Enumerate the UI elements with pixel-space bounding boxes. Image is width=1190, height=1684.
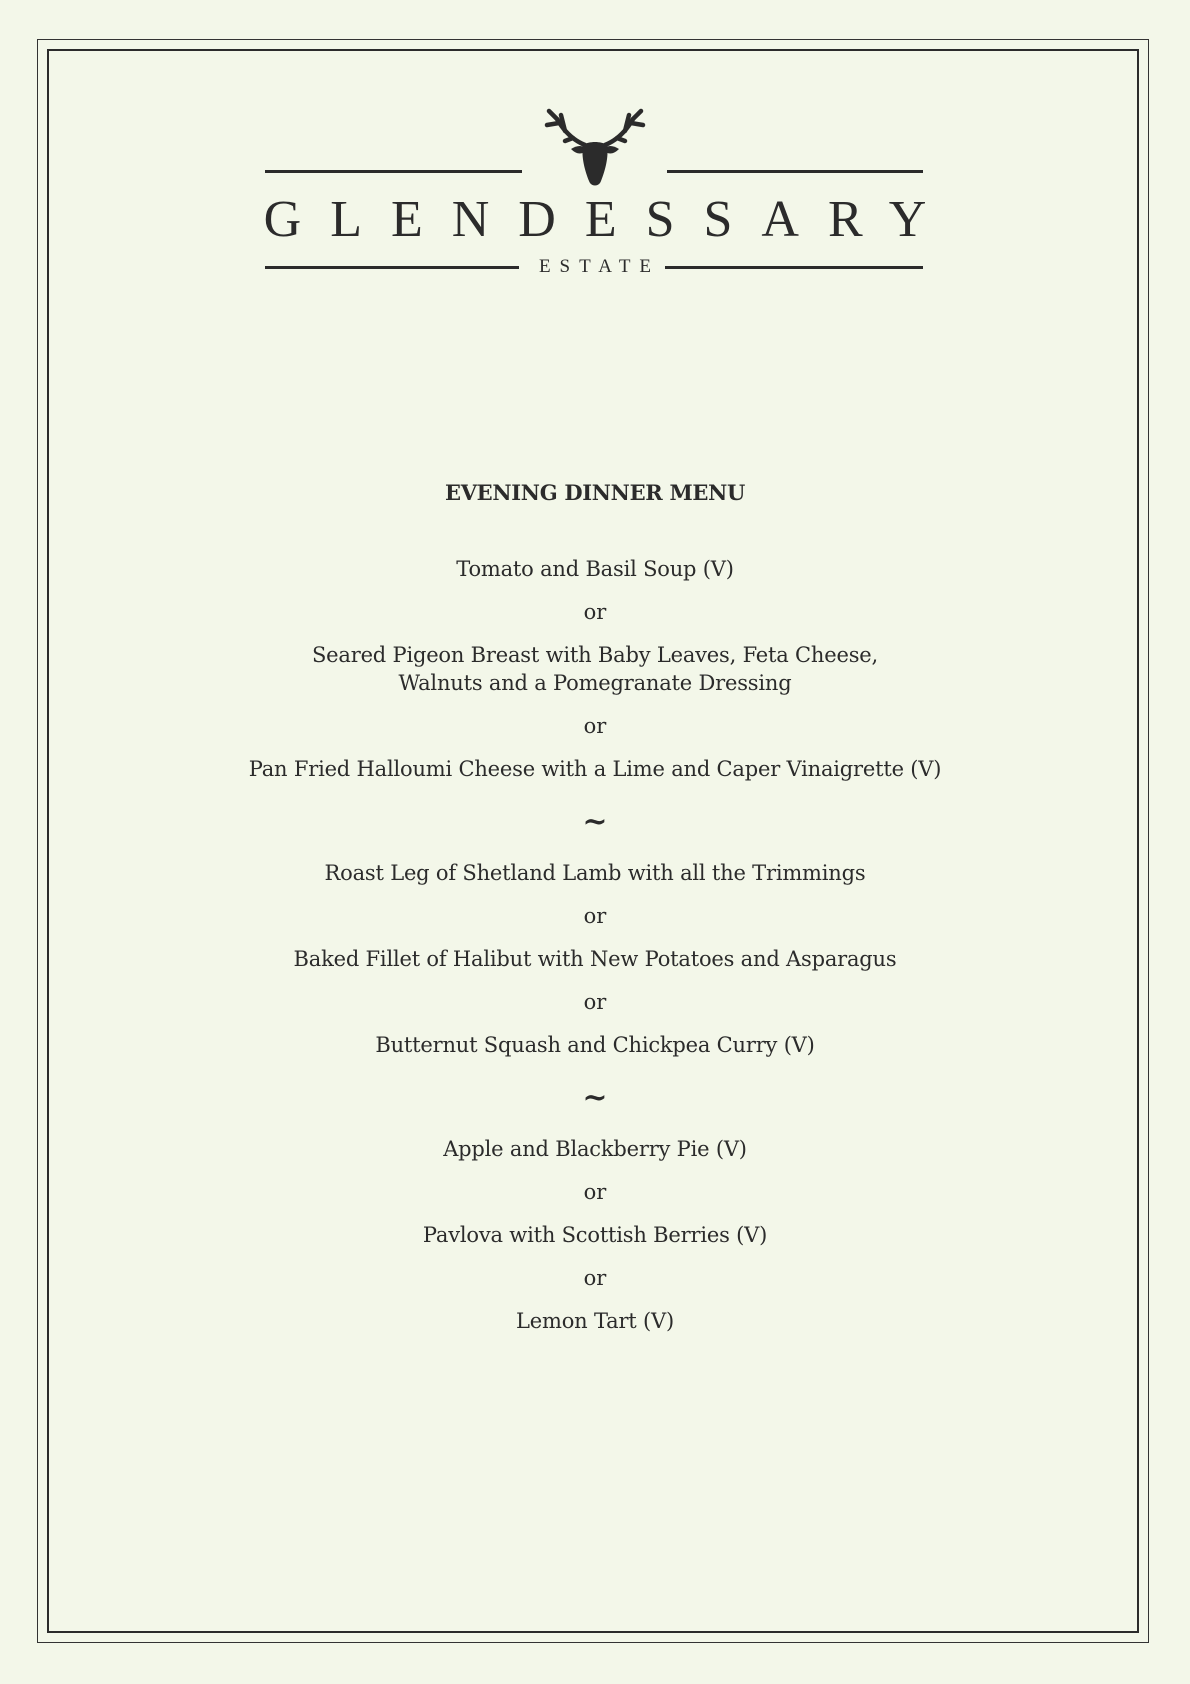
course-separator: ~ [582,1080,608,1116]
or-divider: or [583,990,607,1015]
or-divider: or [583,600,607,625]
mains-course [0,859,1190,1059]
menu-item: Pan Fried Halloumi Cheese with a Lime and Caper Vinaigrette (V) [248,757,942,782]
menu-item: Seared Pigeon Breast with Baby Leaves, Feta Cheese, [312,643,878,668]
estate-logo [0,100,1190,290]
desserts-course [0,1135,1190,1335]
brand-name: GLENDESSARY [263,191,956,248]
logo-rule-top-right [667,170,923,173]
stag-head-icon [535,105,655,193]
menu-item: Apple and Blackberry Pie (V) [443,1137,747,1162]
starters-course [0,555,1190,783]
brand-subtitle: ESTATE [538,256,661,277]
or-divider: or [583,714,607,739]
or-divider: or [583,1266,607,1291]
logo-rule-bottom-right [665,266,923,269]
menu-item: Lemon Tart (V) [516,1309,674,1334]
menu-item: Butternut Squash and Chickpea Curry (V) [375,1033,815,1058]
course-separator: ~ [582,804,608,840]
logo-rule-top-left [265,170,522,173]
menu-item: Baked Fillet of Halibut with New Potatoes and Asparagus [293,947,897,972]
menu-item: Roast Leg of Shetland Lamb with all the Trimmings [324,861,866,886]
or-divider: or [583,904,607,929]
menu-item: Tomato and Basil Soup (V) [456,557,734,582]
or-divider: or [583,1180,607,1205]
dinner-menu [0,480,1190,1335]
menu-title: EVENING DINNER MENU [444,480,746,505]
menu-item-continued: Walnuts and a Pomegranate Dressing [398,671,792,696]
menu-item: Pavlova with Scottish Berries (V) [422,1223,768,1248]
